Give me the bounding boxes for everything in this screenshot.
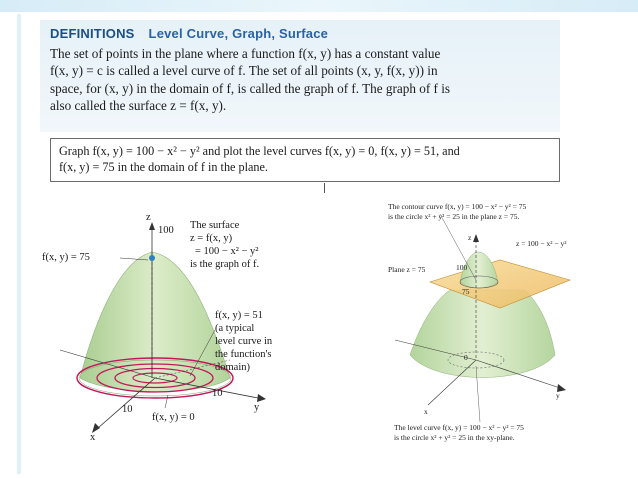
surface-label-1: The surface <box>190 220 240 231</box>
definition-line: space, for (x, y) in the domain of f, is called the graph of f. The graph of f is <box>50 80 451 96</box>
level51-label-5: domain) <box>215 362 250 373</box>
level51-label-2: (a typical <box>215 323 255 334</box>
right-origin-label: 0 <box>464 353 468 362</box>
definition-text <box>50 45 555 115</box>
problem-line: Graph f(x, y) = 100 − x² − y² and plot the level curves f(x, y) = 0, f(x, y) = 51, and <box>59 144 460 158</box>
left-figure <box>40 200 370 470</box>
z-value-label: 100 <box>158 225 174 236</box>
definition-line: f(x, y) = c is called a level curve of f. The set of all points (x, y, f(x, y)) in <box>50 63 438 79</box>
level51-label-3: level curve in <box>215 336 273 347</box>
right-z75-label: 75 <box>462 287 470 296</box>
problem-line: f(x, y) = 75 in the domain of f in the plane. <box>59 160 268 174</box>
right-z100-label: 100 <box>456 263 468 272</box>
surface-label-3: = 100 − x² − y² <box>195 246 259 257</box>
y-value-label: 10 <box>212 388 223 399</box>
z-axis-arrow <box>149 222 155 230</box>
level0-label: f(x, y) = 0 <box>152 412 195 423</box>
definition-line: The set of points in the plane where a function f(x, y) has a constant value <box>50 46 441 61</box>
top-accent-bar <box>0 0 638 12</box>
definition-topic: Level Curve, Graph, Surface <box>148 26 329 41</box>
definition-line: also called the surface z = f(x, y). <box>50 98 227 114</box>
level75-label: f(x, y) = 75 <box>42 252 90 263</box>
right-z-label: z <box>468 233 472 242</box>
level-caption-2: is the circle x² + y² = 25 in the xy-plane. <box>394 433 515 442</box>
contour-caption-1: The contour curve f(x, y) = 100 − x² − y² = 75 <box>388 202 527 211</box>
y-axis-arrow <box>257 394 266 402</box>
right-z-arrow <box>473 234 479 242</box>
apex-point <box>149 255 155 261</box>
contour-caption-2: is the circle x² + y² = 25 in the plane z = 75. <box>388 212 520 221</box>
x-value-label: 10 <box>122 404 133 415</box>
left-rule <box>17 14 21 474</box>
paraboloid-surface <box>80 252 230 392</box>
plane-label: Plane z = 75 <box>388 265 426 274</box>
divider-tick <box>324 183 325 193</box>
surface-label-4: is the graph of f. <box>190 259 260 270</box>
problem-box <box>50 138 560 182</box>
definition-label: DEFINITIONS <box>50 26 135 41</box>
x-axis-label: x <box>90 432 96 443</box>
level51-label-1: f(x, y) = 51 <box>215 310 263 321</box>
definition-heading <box>50 26 328 41</box>
y-axis-label: y <box>254 402 260 413</box>
lower-surface <box>410 290 555 378</box>
z-axis-label: z <box>146 212 151 223</box>
surface-label-2: z = f(x, y) <box>190 233 233 244</box>
level-caption-1: The level curve f(x, y) = 100 − x² − y² = 75 <box>394 423 524 432</box>
definition-box <box>40 20 560 132</box>
right-figure <box>380 200 602 462</box>
leader-0 <box>165 395 168 408</box>
right-surface-eq: z = 100 − x² − y² <box>516 239 567 248</box>
level51-label-4: the function's <box>215 349 272 360</box>
right-x-label: x <box>424 407 428 416</box>
right-y-label: y <box>556 391 560 400</box>
